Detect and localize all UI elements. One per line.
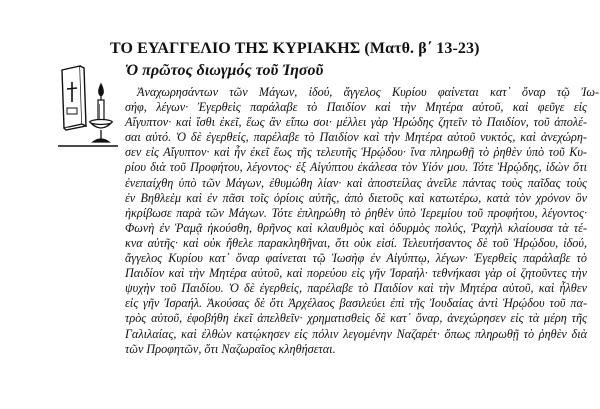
text-line: ἄγγελος Κυρίου κατ᾽ ὄναρ φαίνεται τῷ Ἰωσὴφ ἐν Αἰγύπτῳ, λέγων· Ἐγερθεὶς παράλαβε τὸ [125, 251, 587, 266]
text-line: Ἀναχωρησάντων τῶν Μάγων, ἰδού, ἄγγελος Κυρίου φαίνεται κατ᾽ ὄναρ τῷ Ἰω- [137, 85, 599, 99]
candle-and-gospel-book-icon [58, 62, 118, 152]
text-line: Αἴγυπτον· καὶ ἴσθι ἐκεῖ, ἕως ἂν εἴπω σοι· μέλλει γὰρ Ἡρώδης ζητεῖν τὸ Παιδίον, τοῦ ἀπολέ- [125, 115, 587, 130]
text-line: Παιδίον καὶ τὴν Μητέρα αὐτοῦ, καὶ πορεύου εἰς γῆν Ἰσραήλ· τεθνήκασι γὰρ οἱ ζητοῦντες τὴν [125, 266, 587, 281]
gospel-text [125, 85, 599, 357]
text-line: ψυχὴν τοῦ Παιδίου. Ὁ δὲ ἐγερθείς, παρέλαβε τὸ Παιδίον καὶ τὴν Μητέρα αὐτοῦ, καὶ ἦλθεν [125, 281, 587, 296]
text-line: σήφ, λέγων· Ἐγερθεὶς παράλαβε τὸ Παιδίον καὶ τὴν Μητέρα αὐτοῦ, καὶ φεῦγε εἰς [125, 100, 587, 115]
text-line: ἐν Βηθλεὲμ καὶ ἐν πᾶσι τοῖς ὁρίοις αὐτῆς, ἀπὸ διετοῦς καὶ κατωτέρω, κατὰ τὸν χρόνον ὃν [125, 190, 587, 205]
text-line: Φωνὴ ἐν Ῥαμᾷ ἠκούσθη, θρῆνος καὶ κλαυθμὸς καὶ ὀδυρμὸς πολύς, Ῥαχὴλ κλαίουσα τὰ τέ- [125, 220, 587, 235]
text-line: ἐνεπαίχθη ὑπὸ τῶν Μάγων, ἐθυμώθη λίαν· καὶ ἀποστείλας ἀνεῖλε πάντας τοὺς παῖδας τοὺς [125, 175, 587, 190]
text-line: ἠκρίβωσε παρὰ τῶν Μάγων. Τότε ἐπληρώθη τὸ ῥηθὲν ὑπὸ Ἱερεμίου τοῦ προφήτου, λέγοντος· [125, 205, 587, 220]
text-line: Γαλιλαίας, καὶ ἐλθὼν κατῴκησεν εἰς πόλιν λεγομένην Ναζαρέτ· ὅπως πληρωθῇ τὸ ῥηθὲν διὰ [125, 326, 587, 341]
text-line: κνα αὐτῆς· καὶ οὐκ ἤθελε παρακληθῆναι, ὅτι οὐκ εἰσί. Τελευτήσαντος δὲ τοῦ Ἡρῴδου, ἰδού, [125, 235, 587, 250]
text-line: ρίου διὰ τοῦ Προφήτου, λέγοντος· ἐξ Αἰγύπτου ἐκάλεσα τὸν Υἱόν μου. Τότε Ἡρῴδης, ἰδὼν ὅτι [125, 160, 587, 175]
text-line: εἰς γῆν Ἰσραήλ. Ἀκούσας δὲ ὅτι Ἀρχέλαος βασιλεύει ἐπὶ τῆς Ἰουδαίας ἀντὶ Ἡρῴδου τοῦ πα- [125, 296, 587, 311]
page-title: ΤΟ ΕΥΑΓΓΕΛΙΟ ΤΗΣ ΚΥΡΙΑΚΗΣ (Ματθ. β΄ 13-23) [110, 40, 480, 57]
text-line: σαι αὐτό. Ὁ δὲ ἐγερθείς, παρέλαβε τὸ Παιδίον καὶ τὴν Μητέρα αὐτοῦ νυκτός, καὶ ἀνεχώρη- [125, 130, 587, 145]
text-line: τῶν Προφητῶν, ὅτι Ναζωραῖος κληθήσεται. [125, 341, 336, 356]
subtitle: Ὁ πρῶτος διωγμός τοῦ Ἰησοῦ [125, 62, 324, 79]
text-line: τρὸς αὐτοῦ, ἐφοβήθη ἐκεῖ ἀπελθεῖν· χρηματισθεὶς δὲ κατ᾽ ὄναρ, ἀνεχώρησεν εἰς τὰ μέρη τῆς [125, 311, 587, 326]
text-line: σεν εἰς Αἴγυπτον· καὶ ἦν ἐκεῖ ἕως τῆς τελευτῆς Ἡρῴδου· ἵνα πληρωθῇ τὸ ῥηθὲν ὑπὸ τοῦ Κυ- [125, 145, 587, 160]
